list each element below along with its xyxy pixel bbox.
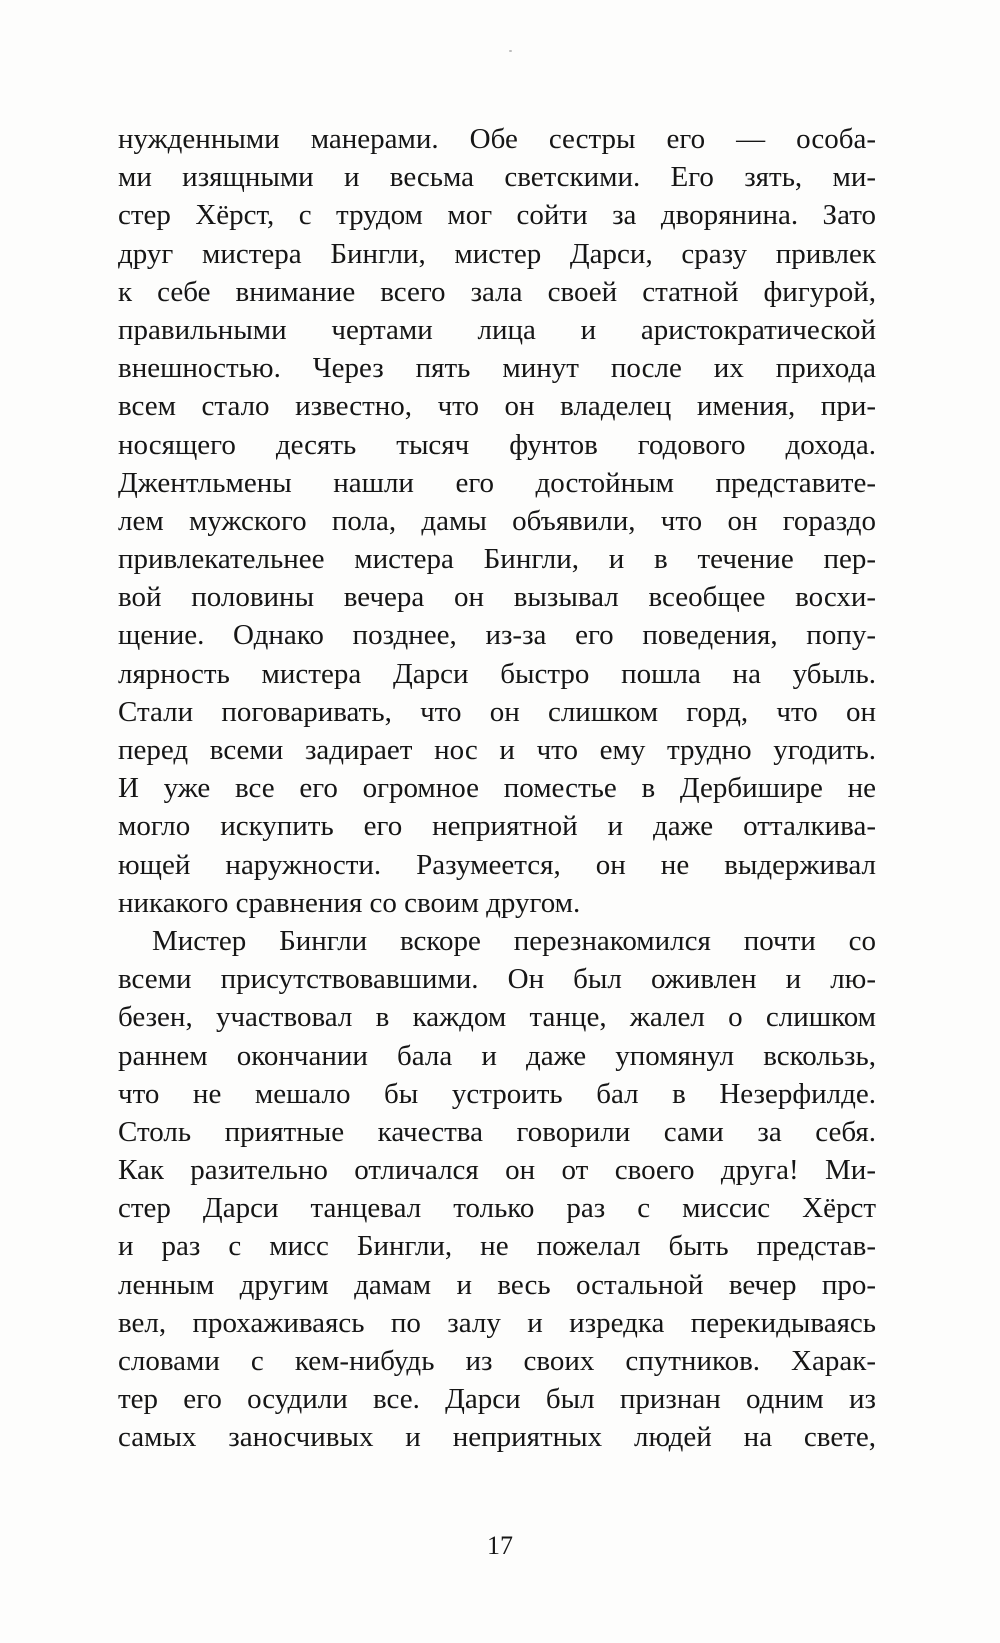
text-line: безен, участвовал в каждом танце, жалел о слишком: [118, 1001, 876, 1034]
text-line: носящего десять тысяч фунтов годового дохода.: [118, 428, 876, 461]
text-line: Джентльмены нашли его достойным представите-: [118, 466, 876, 499]
text-line: друг мистера Бингли, мистер Дарси, сразу привлек: [118, 237, 876, 270]
text-line: ленным другим дамам и весь остальной вечер про-: [118, 1268, 876, 1301]
text-line: раннем окончании бала и даже упомянул вскользь,: [118, 1039, 876, 1072]
text-line: правильными чертами лица и аристократической: [118, 313, 876, 346]
text-line: стер Дарси танцевал только раз с миссис Хёрст: [118, 1192, 876, 1225]
text-line: лем мужского пола, дамы объявили, что он гораздо: [118, 504, 876, 537]
paragraph-1: [118, 120, 876, 922]
text-line: вой половины вечера он вызывал всеобщее восхи-: [118, 581, 876, 614]
text-line: всем стало известно, что он владелец имения, при-: [118, 390, 876, 423]
text-line: что не мешало бы устроить бал в Незерфилде.: [118, 1077, 876, 1110]
text-line: щение. Однако позднее, из-за его поведения, попу-: [118, 619, 876, 652]
text-line: ющей наружности. Разумеется, он не выдерживал: [118, 848, 876, 881]
text-line: стер Хёрст, с трудом мог сойти за дворянина. Зато: [118, 199, 876, 232]
text-line: Мистер Бингли вскоре перезнакомился почти со: [152, 924, 876, 957]
text-line: привлекательнее мистера Бингли, и в течение пер-: [118, 543, 876, 576]
text-line: всеми присутствовавшими. Он был оживлен и лю-: [118, 963, 876, 996]
text-line: ми изящными и весьма светскими. Его зять, ми-: [118, 161, 876, 194]
text-line: и раз с мисс Бингли, не пожелал быть представ-: [118, 1230, 876, 1263]
text-line: Столь приятные качества говорили сами за себя.: [118, 1115, 876, 1148]
text-line: Как разительно отличался он от своего друга! Ми-: [118, 1154, 876, 1187]
text-line: к себе внимание всего зала своей статной фигурой,: [118, 275, 876, 308]
text-line: внешностью. Через пять минут после их прихода: [118, 352, 876, 385]
body-text: [118, 120, 876, 1457]
text-line: могло искупить его неприятной и даже отталкива-: [118, 810, 876, 843]
text-line: никакого сравнения со своим другом.: [118, 886, 581, 919]
text-line: тер его осудили все. Дарси был признан одним из: [118, 1383, 876, 1416]
text-line: самых заносчивых и неприятных людей на свете,: [118, 1421, 876, 1454]
text-line: лярность мистера Дарси быстро пошла на убыль.: [118, 657, 876, 690]
text-line: нужденными манерами. Обе сестры его — особа-: [118, 123, 876, 155]
text-line: перед всеми задирает нос и что ему трудно угодить.: [118, 734, 876, 766]
text-line: И уже все его огромное поместье в Дербишире не: [118, 772, 876, 805]
text-line: Стали поговаривать, что он слишком горд, что он: [118, 695, 876, 728]
paper-speck: [509, 50, 512, 52]
text-line: вел, прохаживаясь по залу и изредка перекидываясь: [118, 1306, 876, 1339]
page-number: 17: [487, 1531, 513, 1560]
paragraph-2: [118, 922, 876, 1457]
text-line: словами с кем-нибудь из своих спутников. Харак-: [118, 1345, 876, 1377]
